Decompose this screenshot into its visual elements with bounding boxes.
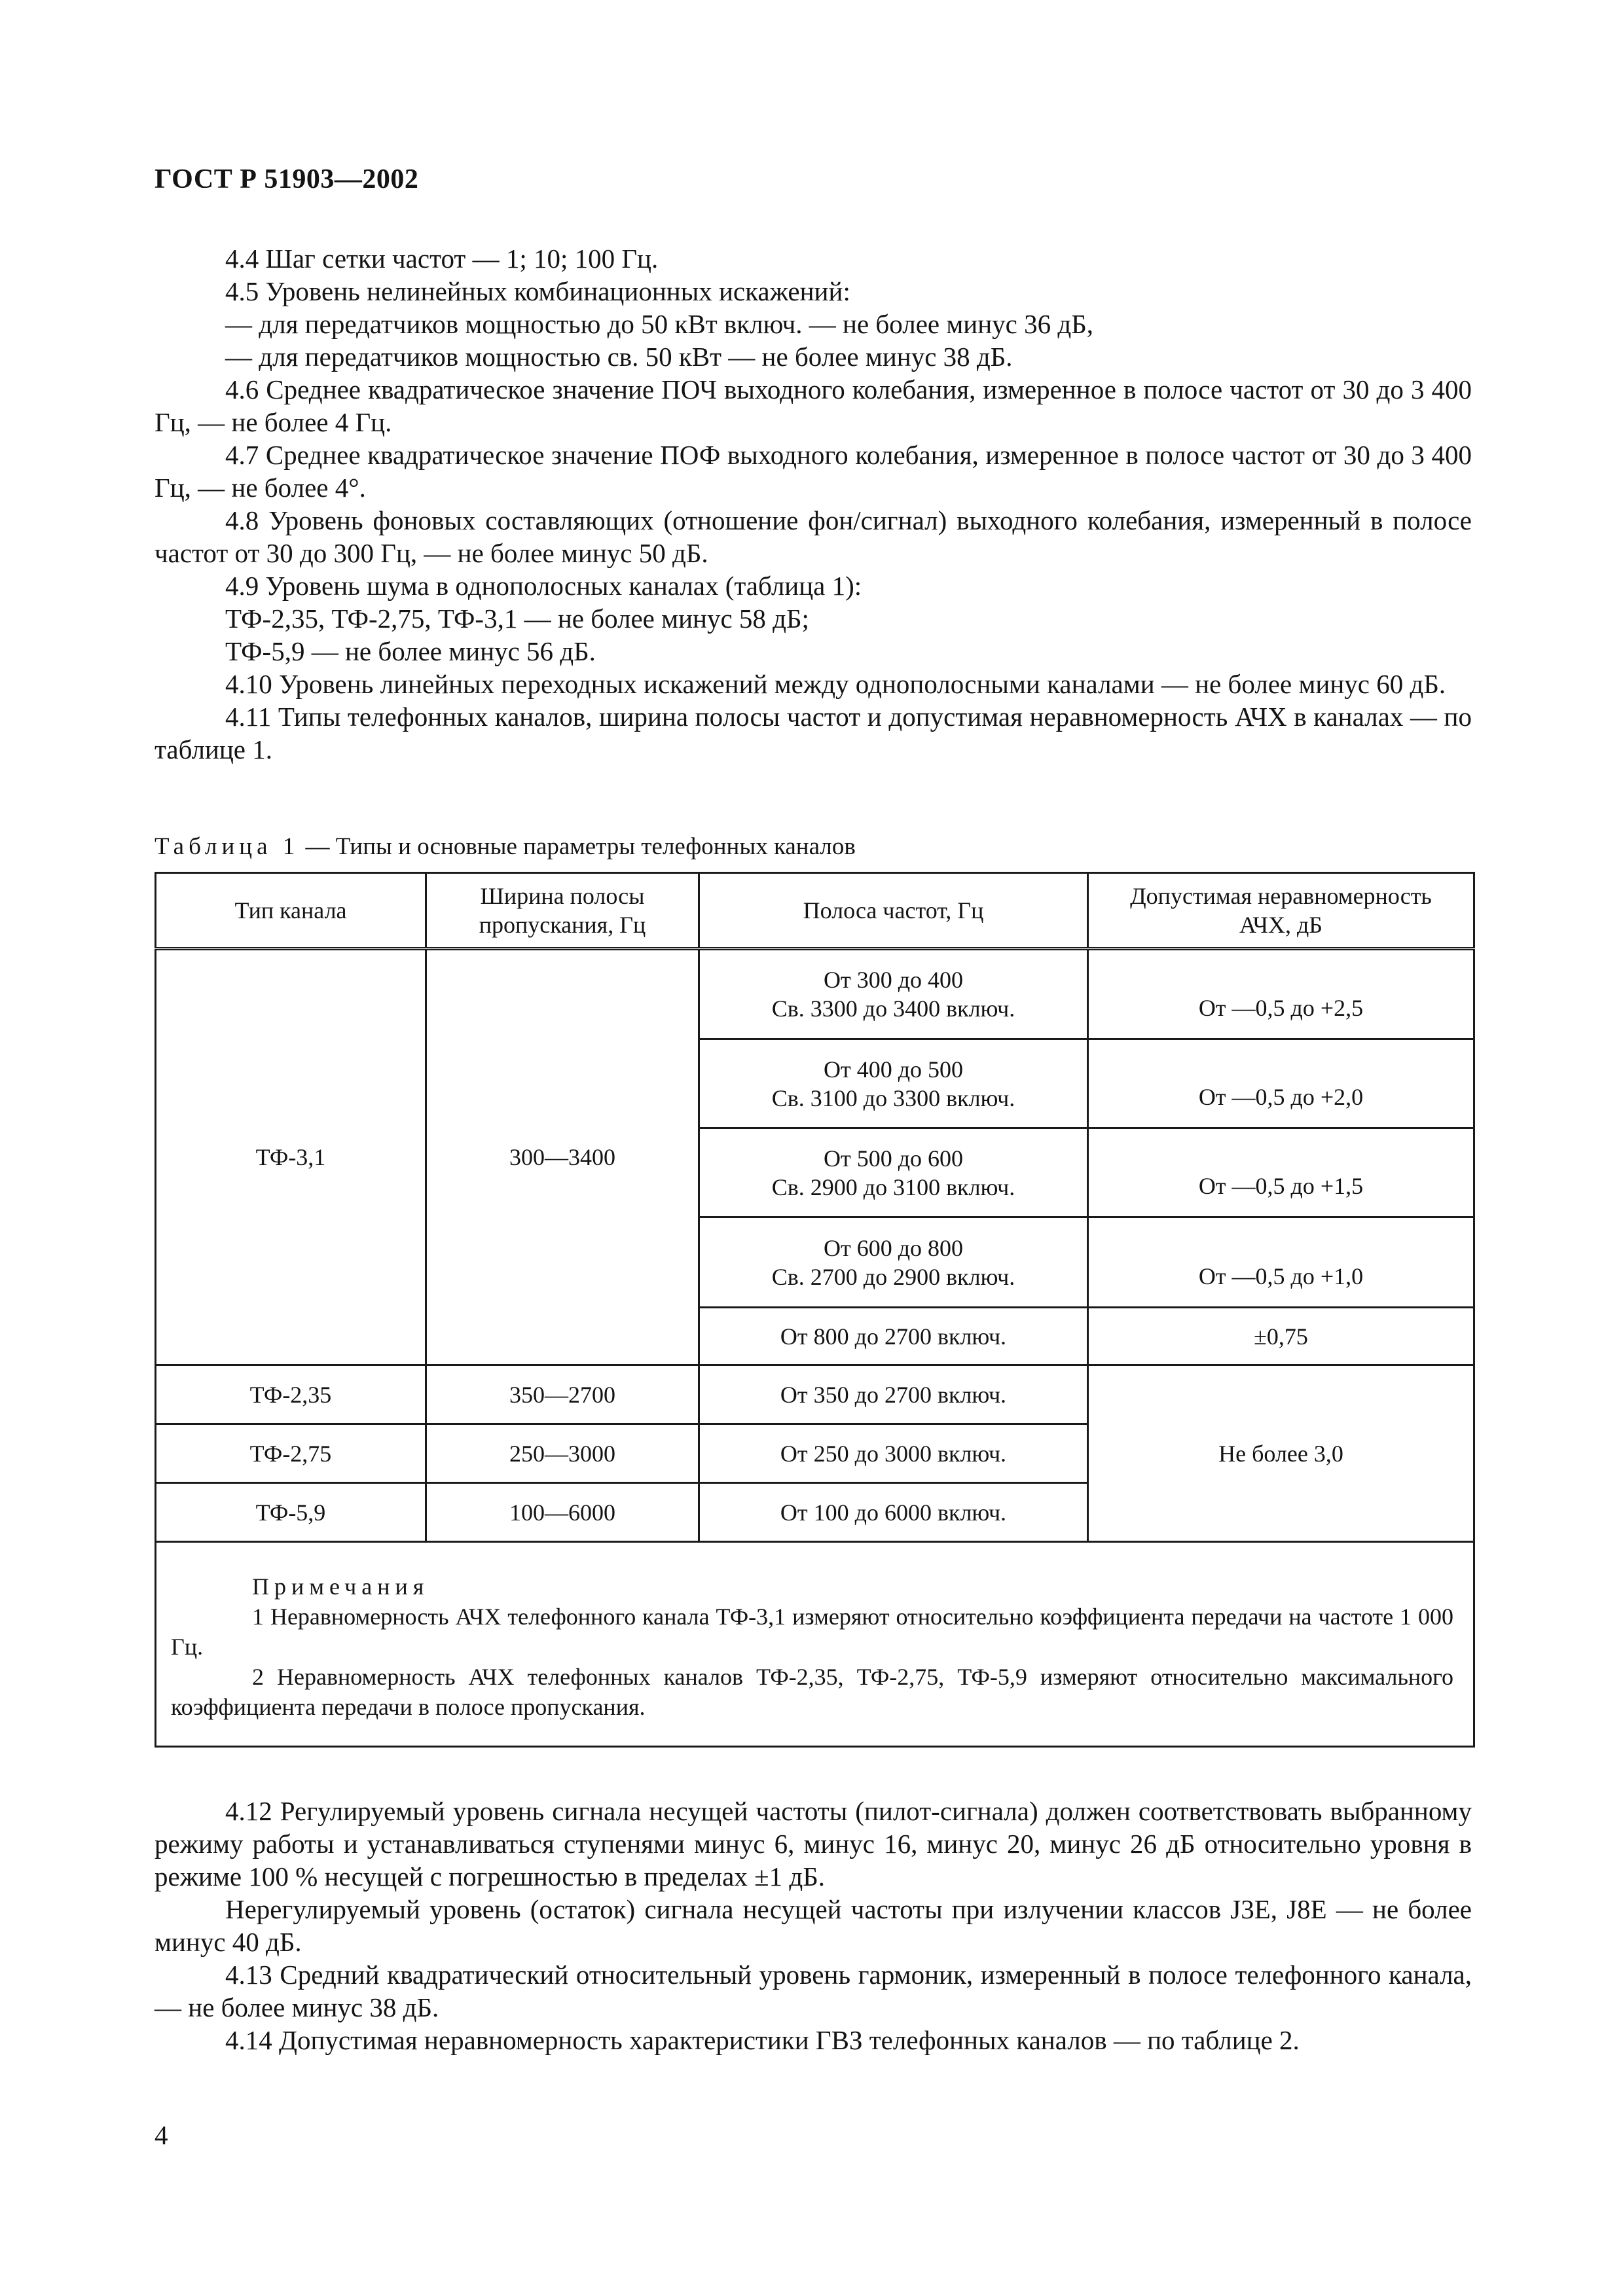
header-unevenness-line1: Допустимая неравномерность bbox=[1130, 883, 1432, 909]
cell-unevenness: Не более 3,0 bbox=[1088, 1365, 1474, 1542]
paragraph: 4.12 Регулируемый уровень сигнала несущей частоты (пилот-сигнала) должен соответствовать выбранному режиму работы и устанавливаться ступенями минус 6, минус 16, минус 20, минус 26 дБ относительно уровня в режиме 100 % несущей с погрешностью в пределах ±1 дБ. bbox=[155, 1796, 1472, 1892]
cell-channel-type: ТФ-5,9 bbox=[156, 1483, 426, 1542]
page-number: 4 bbox=[155, 2120, 168, 2150]
cell-bandwidth: 300—3400 bbox=[426, 949, 699, 1365]
band-line2: Св. 2700 до 2900 включ. bbox=[771, 1263, 1015, 1290]
cell-frequency-band bbox=[699, 1039, 1088, 1128]
paragraph: 4.4 Шаг сетки частот — 1; 10; 100 Гц. bbox=[225, 243, 659, 274]
table-caption-text: — Типы и основные параметры телефонных каналов bbox=[299, 833, 856, 860]
paragraph: Нерегулируемый уровень (остаток) сигнала несущей частоты при излучении классов J3E, J8E — не более минус 40 дБ. bbox=[155, 1894, 1472, 1957]
cell-bandwidth: 100—6000 bbox=[426, 1483, 699, 1542]
band-line2: Св. 3100 до 3300 включ. bbox=[771, 1085, 1015, 1111]
paragraph: 4.8 Уровень фоновых составляющих (отношение фон/сигнал) выходного колебания, измеренный в полосе частот от 30 до 300 Гц, — не более минус 50 дБ. bbox=[155, 505, 1472, 568]
header-bandwidth-line2: пропускания, Гц bbox=[479, 912, 646, 938]
cell-unevenness: ±0,75 bbox=[1088, 1308, 1474, 1365]
band-line2: Св. 2900 до 3100 включ. bbox=[771, 1174, 1015, 1200]
band-line1: От 300 до 400 bbox=[823, 967, 964, 993]
channel-parameters-table bbox=[155, 872, 1475, 1748]
header-bandwidth-line1: Ширина полосы bbox=[480, 883, 645, 909]
band-line1: От 500 до 600 bbox=[823, 1145, 964, 1172]
header-unevenness-line2: АЧХ, дБ bbox=[1239, 912, 1322, 938]
cell-frequency-band: От 250 до 3000 включ. bbox=[699, 1424, 1088, 1483]
band-line1: От 400 до 500 bbox=[823, 1056, 964, 1083]
table-caption-label: Таблица 1 bbox=[155, 833, 300, 860]
cell-frequency-band: От 800 до 2700 включ. bbox=[699, 1308, 1088, 1365]
cell-bandwidth: 250—3000 bbox=[426, 1424, 699, 1483]
table-caption bbox=[155, 833, 856, 861]
cell-bandwidth: 350—2700 bbox=[426, 1365, 699, 1424]
paragraph: ТФ-5,9 — не более минус 56 дБ. bbox=[225, 636, 596, 666]
cell-frequency-band bbox=[699, 1217, 1088, 1308]
paragraph: ТФ-2,35, ТФ-2,75, ТФ-3,1 — не более минус 58 дБ; bbox=[225, 603, 809, 634]
cell-unevenness: От —0,5 до +1,5 bbox=[1088, 1128, 1474, 1217]
cell-unevenness: От —0,5 до +1,0 bbox=[1088, 1217, 1474, 1308]
paragraphs-bottom bbox=[155, 1795, 1472, 2056]
cell-frequency-band: От 350 до 2700 включ. bbox=[699, 1365, 1088, 1424]
table-row bbox=[156, 1365, 1474, 1424]
paragraphs-top bbox=[155, 242, 1472, 766]
note-item: 1 Неравномерность АЧХ телефонного канала ТФ-3,1 измеряют относительно коэффициента передачи на частоте 1 000 Гц. bbox=[171, 1604, 1453, 1660]
table-row bbox=[156, 949, 1474, 1039]
paragraph: 4.13 Средний квадратический относительный уровень гармоник, измеренный в полосе телефонного канала, — не более минус 38 дБ. bbox=[155, 1960, 1472, 2022]
header-bandwidth bbox=[426, 873, 699, 949]
paragraph: 4.10 Уровень линейных переходных искажений между однополосными каналами — не более минус 60 дБ. bbox=[225, 669, 1446, 699]
paragraph: 4.14 Допустимая неравномерность характеристики ГВЗ телефонных каналов — по таблице 2. bbox=[225, 2025, 1300, 2055]
paragraph: — для передатчиков мощностью до 50 кВт включ. — не более минус 36 дБ, bbox=[225, 309, 1094, 339]
cell-channel-type: ТФ-2,75 bbox=[156, 1424, 426, 1483]
header-channel-type: Тип канала bbox=[156, 873, 426, 949]
header-unevenness bbox=[1088, 873, 1474, 949]
table-notes-row bbox=[156, 1542, 1474, 1747]
table-header-row bbox=[156, 873, 1474, 949]
cell-frequency-band bbox=[699, 1128, 1088, 1217]
cell-unevenness: От —0,5 до +2,5 bbox=[1088, 949, 1474, 1039]
cell-frequency-band bbox=[699, 949, 1088, 1039]
paragraph: 4.9 Уровень шума в однополосных каналах (таблица 1): bbox=[225, 571, 862, 601]
header-frequency-band: Полоса частот, Гц bbox=[699, 873, 1088, 949]
document-header: ГОСТ Р 51903—2002 bbox=[155, 164, 419, 194]
paragraph: 4.11 Типы телефонных каналов, ширина полосы частот и допустимая неравномерность АЧХ в каналах — по таблице 1. bbox=[155, 702, 1472, 764]
paragraph: — для передатчиков мощностью св. 50 кВт — не более минус 38 дБ. bbox=[225, 342, 1013, 372]
band-line1: От 600 до 800 bbox=[823, 1234, 964, 1261]
paragraph: 4.7 Среднее квадратическое значение ПОФ выходного колебания, измеренное в полосе частот от 30 до 3 400 Гц, — не более 4°. bbox=[155, 440, 1472, 503]
notes-title: Примечания bbox=[252, 1573, 429, 1600]
cell-channel-type: ТФ-3,1 bbox=[156, 949, 426, 1365]
note-item: 2 Неравномерность АЧХ телефонных каналов ТФ-2,35, ТФ-2,75, ТФ-5,9 измеряют относительно максимального коэффициента передачи в полосе пропускания. bbox=[171, 1664, 1453, 1720]
table-notes bbox=[156, 1542, 1474, 1747]
paragraph: 4.6 Среднее квадратическое значение ПОЧ выходного колебания, измеренное в полосе частот от 30 до 3 400 Гц, — не более 4 Гц. bbox=[155, 374, 1472, 437]
cell-unevenness: От —0,5 до +2,0 bbox=[1088, 1039, 1474, 1128]
cell-frequency-band: От 100 до 6000 включ. bbox=[699, 1483, 1088, 1542]
paragraph: 4.5 Уровень нелинейных комбинационных искажений: bbox=[225, 276, 850, 306]
cell-channel-type: ТФ-2,35 bbox=[156, 1365, 426, 1424]
band-line2: Св. 3300 до 3400 включ. bbox=[771, 996, 1015, 1022]
